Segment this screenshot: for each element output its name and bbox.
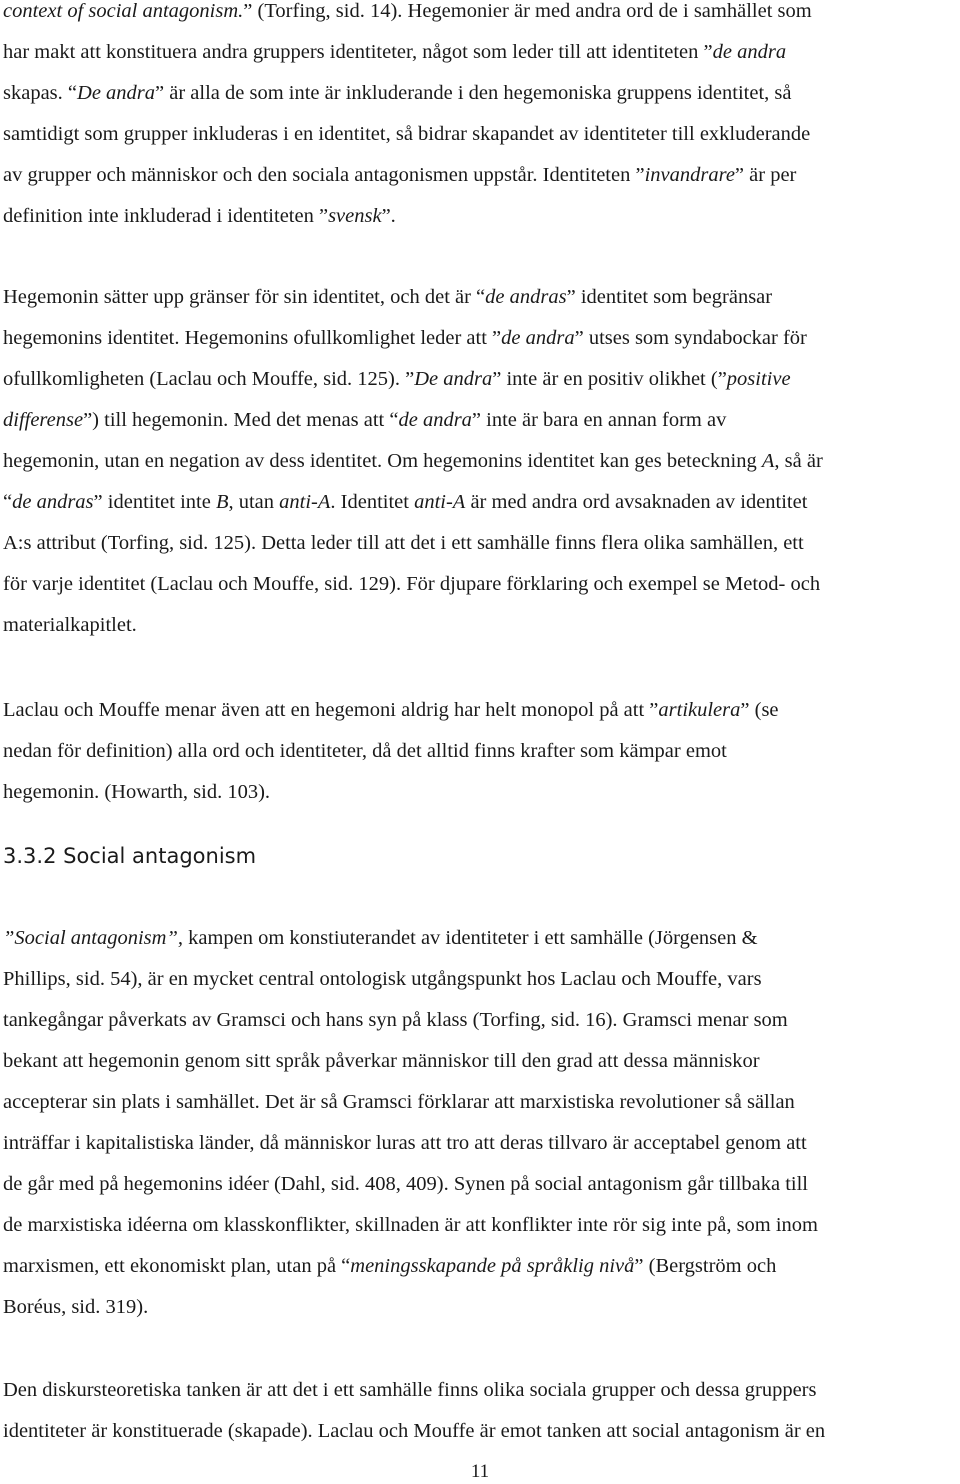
italic-text: de andras (12, 491, 94, 513)
text-run: ” inte är en positiv olikhet (” (492, 368, 727, 390)
text-line (3, 772, 779, 813)
text-line (3, 564, 823, 605)
text-line (3, 918, 818, 959)
text-line (3, 731, 779, 772)
text-run: marxismen, ett ekonomiskt plan, utan på “ (3, 1255, 351, 1277)
text-run: ” identitet som begränsar (566, 286, 773, 308)
text-run: ” (Torfing, sid. 14). Hegemonier är med andra ord de i samhället som (243, 0, 812, 22)
page-number: 11 (470, 1461, 490, 1482)
text-run: inträffar i kapitalistiska länder, då människor luras att tro att deras tillvaro är acceptabel genom att (3, 1132, 807, 1154)
text-run: ” (se (740, 699, 779, 721)
italic-text: context of social antagonism. (3, 0, 244, 22)
italic-text: de andras (485, 286, 567, 308)
text-line (3, 196, 812, 237)
text-line (3, 1246, 818, 1287)
text-run: av grupper och människor och den sociala antagonismen uppstår. Identiteten ” (3, 164, 645, 186)
text-line (3, 400, 823, 441)
text-run: hegemonins identitet. Hegemonins ofullkomlighet leder att ” (3, 327, 502, 349)
text-run: skapas. “ (3, 82, 78, 104)
text-line (3, 1411, 825, 1452)
text-run: bekant att hegemonin genom sitt språk påverkar människor till den grad att dessa människor (3, 1050, 760, 1072)
text-run: ” är alla de som inte är inkluderande i den hegemoniska gruppens identitet, så (155, 82, 792, 104)
text-run: samtidigt som grupper inkluderas i en identitet, så bidrar skapandet av identiteter till exkluderande (3, 123, 811, 145)
text-run: ” utses som syndabockar för (574, 327, 807, 349)
italic-text: A (761, 450, 775, 472)
paragraph-hegemony-identity (3, 0, 812, 237)
text-run: ”) till hegemonin. Med det menas att “ (83, 409, 399, 431)
text-run: för varje identitet (Laclau och Mouffe, sid. 129). För djupare förklaring och exempel se Metod- och (3, 573, 821, 595)
text-line (3, 1205, 818, 1246)
text-line (3, 1123, 818, 1164)
text-run: kampen om konstiuterandet av identiteter i ett samhälle (Jörgensen & (182, 927, 758, 949)
text-run: har makt att konstituera andra gruppers identiteter, något som leder till att identiteten ” (3, 41, 713, 63)
italic-text: positive (726, 368, 791, 390)
text-line (3, 482, 823, 523)
section-heading: 3.3.2 Social antagonism (3, 844, 257, 868)
italic-text: de andra (398, 409, 472, 431)
italic-text: de andra (712, 41, 787, 63)
text-run: Laclau och Mouffe menar även att en hegemoni aldrig har helt monopol på att ” (3, 699, 659, 721)
text-run: Boréus, sid. 319). (3, 1296, 149, 1318)
italic-text: De andra (77, 82, 156, 104)
paragraph-articulation (3, 690, 779, 813)
text-run: nedan för definition) alla ord och identiteter, då det alltid finns krafter som kämpar emot (3, 740, 727, 762)
text-run: de marxistiska idéerna om klasskonflikter, skillnaden är att konflikter inte rör sig inte på, som inom (3, 1214, 819, 1236)
text-line (3, 605, 823, 646)
text-line (3, 0, 812, 32)
text-line (3, 1000, 818, 1041)
text-run: Hegemonin sätter upp gränser för sin identitet, och det är “ (3, 286, 486, 308)
text-line (3, 690, 779, 731)
text-run: ”. (381, 205, 396, 227)
text-run: accepterar sin plats i samhället. Det är så Gramsci förklarar att marxistiska revolutioner så sällan (3, 1091, 795, 1113)
text-line (3, 277, 823, 318)
italic-text: De andra (414, 368, 493, 390)
text-run: ” identitet inte (93, 491, 216, 513)
text-line (3, 1164, 818, 1205)
text-line (3, 73, 812, 114)
text-run: , så är (774, 450, 823, 472)
text-run: . Identitet (330, 491, 415, 513)
text-line (3, 1041, 818, 1082)
text-run: hegemonin. (Howarth, sid. 103). (3, 781, 271, 803)
text-run: Phillips, sid. 54), är en mycket central ontologisk utgångspunkt hos Laclau och Mouffe, vars (3, 968, 762, 990)
text-line (3, 359, 823, 400)
text-run: A:s attribut (Torfing, sid. 125). Detta leder till att det i ett samhälle finns flera olika samhällen, ett (3, 532, 804, 554)
italic-text: de andra (501, 327, 575, 349)
text-run: tankegångar påverkats av Gramsci och hans syn på klass (Torfing, sid. 16). Gramsci menar som (3, 1009, 788, 1031)
text-line (3, 1287, 818, 1328)
italic-text: differense (3, 409, 84, 431)
italic-text: anti-A (414, 491, 466, 513)
text-run: ” inte är bara en annan form av (471, 409, 727, 431)
italic-text: B (215, 491, 229, 513)
text-run: materialkapitlet. (3, 614, 137, 636)
text-line (3, 114, 812, 155)
text-line (3, 155, 812, 196)
text-run: “ (3, 491, 13, 513)
italic-text: invandrare (644, 164, 735, 186)
text-run: , utan (228, 491, 280, 513)
text-run: definition inte inkluderad i identiteten ” (3, 205, 329, 227)
text-run: de går med på hegemonins idéer (Dahl, sid. 408, 409). Synen på social antagonism går tillbaka till (3, 1173, 808, 1195)
italic-text: ”Social antagonism”, (3, 927, 183, 949)
text-line (3, 959, 818, 1000)
text-line (3, 1370, 825, 1411)
text-run: är med andra ord avsaknaden av identitet (465, 491, 808, 513)
paragraph-social-antagonism (3, 918, 818, 1328)
text-run: identiteter är konstituerade (skapade). Laclau och Mouffe är emot tanken att social antagonism är en (3, 1420, 826, 1442)
text-run: hegemonin, utan en negation av dess identitet. Om hegemonins identitet kan ges beteckning (3, 450, 762, 472)
paragraph-hegemony-limits (3, 277, 823, 646)
italic-text: artikulera (658, 699, 741, 721)
text-line (3, 441, 823, 482)
italic-text: anti-A (279, 491, 331, 513)
italic-text: svensk (328, 205, 382, 227)
paragraph-discourse-theory (3, 1370, 825, 1452)
text-line (3, 1082, 818, 1123)
text-run: ofullkomligheten (Laclau och Mouffe, sid. 125). ” (3, 368, 415, 390)
text-run: Den diskursteoretiska tanken är att det i ett samhälle finns olika sociala grupper och dessa gruppers (3, 1379, 817, 1401)
text-line (3, 32, 812, 73)
text-run: ” är per (734, 164, 797, 186)
italic-text: meningsskapande på språklig nivå (350, 1255, 635, 1277)
text-run: ” (Bergström och (634, 1255, 777, 1277)
text-line (3, 318, 823, 359)
text-line (3, 523, 823, 564)
